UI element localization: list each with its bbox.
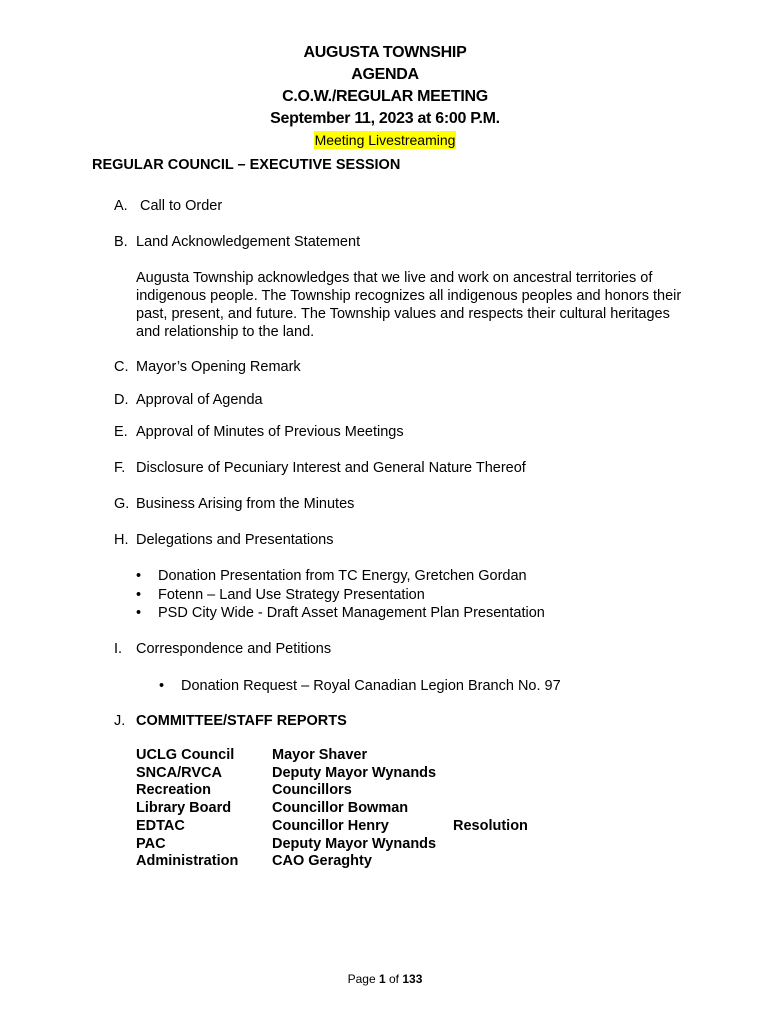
- agenda-item-a: A. Call to Order: [114, 198, 223, 214]
- agenda-item-b: B. Land Acknowledgement Statement: [114, 234, 361, 250]
- report-committee: PAC: [136, 836, 166, 852]
- report-presenter: Mayor Shaver: [272, 747, 368, 763]
- agenda-item-g: G. Business Arising from the Minutes: [114, 496, 355, 512]
- page-total: 133: [402, 972, 423, 986]
- agenda-item-i: I. Correspondence and Petitions: [114, 641, 332, 657]
- report-committee: Library Board: [136, 800, 232, 816]
- list-item: • Donation Presentation from TC Energy, Gretchen Gordan: [136, 568, 527, 584]
- agenda-item-e: E. Approval of Minutes of Previous Meetings: [114, 424, 404, 440]
- report-committee: SNCA/RVCA: [136, 765, 222, 781]
- list-item: • PSD City Wide - Draft Asset Management Plan Presentation: [136, 605, 545, 621]
- livestream-link[interactable]: Meeting Livestreaming: [314, 132, 456, 148]
- page-footer: Page 1 of 133: [347, 972, 423, 986]
- report-presenter: Deputy Mayor Wynands: [272, 836, 437, 852]
- agenda-title: AGENDA: [351, 66, 419, 83]
- report-committee: Recreation: [136, 782, 211, 798]
- agenda-item-j: J. COMMITTEE/STAFF REPORTS: [114, 713, 347, 729]
- section-title: REGULAR COUNCIL – EXECUTIVE SESSION: [92, 157, 401, 173]
- meeting-date: September 11, 2023 at 6:00 P.M.: [270, 110, 500, 127]
- agenda-header: [0, 42, 770, 150]
- agenda-item-d: D. Approval of Agenda: [114, 392, 263, 408]
- agenda-item-f: F. Disclosure of Pecuniary Interest and General Nature Thereof: [114, 460, 526, 476]
- report-presenter: Councillor Bowman: [272, 800, 409, 816]
- list-item: • Fotenn – Land Use Strategy Presentation: [136, 587, 425, 603]
- report-committee: EDTAC: [136, 818, 185, 834]
- report-presenter: CAO Geraghty: [272, 853, 372, 869]
- list-item: • Donation Request – Royal Canadian Legion Branch No. 97: [159, 678, 561, 694]
- report-note: Resolution: [453, 818, 528, 834]
- report-committee: UCLG Council: [136, 747, 235, 763]
- report-presenter: Deputy Mayor Wynands: [272, 765, 437, 781]
- township-title: AUGUSTA TOWNSHIP: [303, 44, 467, 61]
- report-committee: Administration: [136, 853, 239, 869]
- page-number: 1: [378, 972, 386, 986]
- agenda-item-h: H. Delegations and Presentations: [114, 532, 334, 548]
- report-presenter: Councillors: [272, 782, 352, 798]
- report-presenter: Councillor Henry: [272, 818, 389, 834]
- land-acknowledgement-text: Augusta Township acknowledges that we live and work on ancestral territories of indigenous people. The Township recognizes all indigenous peoples and honors their past, present, and future. The Township values and respects their cultural heritages and relationship to the land.: [136, 270, 682, 340]
- agenda-item-c: C. Mayor’s Opening Remark: [114, 359, 301, 375]
- meeting-type: C.O.W./REGULAR MEETING: [282, 88, 488, 105]
